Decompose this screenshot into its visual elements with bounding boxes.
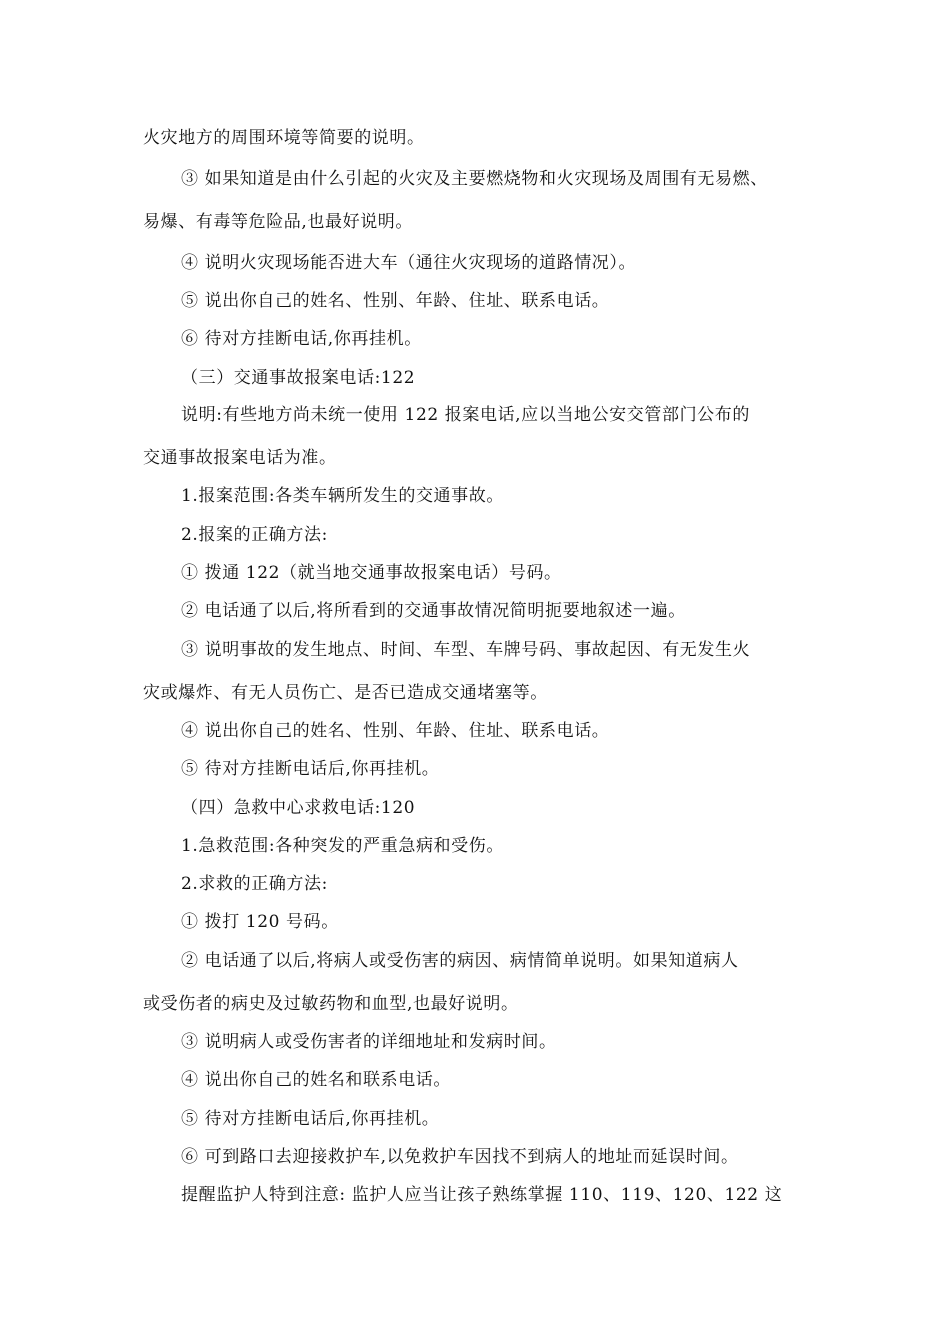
text-line: 交通事故报案电话为准。 bbox=[143, 448, 337, 468]
text-line: ② 电话通了以后,将所看到的交通事故情况简明扼要地叙述一遍。 bbox=[181, 601, 686, 621]
text-line: 提醒监护人特到注意: 监护人应当让孩子熟练掌握 110、119、120、122 这 bbox=[181, 1185, 783, 1205]
text-line: ④ 说出你自己的姓名和联系电话。 bbox=[181, 1070, 452, 1090]
text-line: 火灾地方的周围环境等简要的说明。 bbox=[143, 128, 425, 148]
text-line: ③ 说明病人或受伤害者的详细地址和发病时间。 bbox=[181, 1032, 557, 1052]
text-line: 1.报案范围:各类车辆所发生的交通事故。 bbox=[181, 486, 504, 506]
section-heading: （三）交通事故报案电话:122 bbox=[181, 368, 416, 388]
text-line: ② 电话通了以后,将病人或受伤害的病因、病情简单说明。如果知道病人 bbox=[181, 951, 739, 971]
text-line: ⑤ 待对方挂断电话后,你再挂机。 bbox=[181, 1109, 440, 1129]
text-line: 说明:有些地方尚未统一使用 122 报案电话,应以当地公安交管部门公布的 bbox=[181, 405, 750, 425]
text-line: ④ 说明火灾现场能否进大车（通往火灾现场的道路情况）。 bbox=[181, 253, 637, 273]
text-line: 易爆、有毒等危险品,也最好说明。 bbox=[143, 212, 414, 232]
text-line: 2.求救的正确方法: bbox=[181, 874, 328, 894]
text-line: ⑤ 待对方挂断电话后,你再挂机。 bbox=[181, 759, 440, 779]
text-line: ① 拨通 122（就当地交通事故报案电话）号码。 bbox=[181, 563, 562, 583]
text-line: 1.急救范围:各种突发的严重急病和受伤。 bbox=[181, 836, 504, 856]
text-line: ⑥ 可到路口去迎接救护车,以免救护车因找不到病人的地址而延误时间。 bbox=[181, 1147, 739, 1167]
text-line: ⑤ 说出你自己的姓名、性别、年龄、住址、联系电话。 bbox=[181, 291, 610, 311]
text-line: 2.报案的正确方法: bbox=[181, 525, 328, 545]
text-line: ④ 说出你自己的姓名、性别、年龄、住址、联系电话。 bbox=[181, 721, 610, 741]
text-line: 或受伤者的病史及过敏药物和血型,也最好说明。 bbox=[143, 994, 519, 1014]
text-line: ⑥ 待对方挂断电话,你再挂机。 bbox=[181, 329, 422, 349]
section-heading: （四）急救中心求救电话:120 bbox=[181, 798, 416, 818]
text-line: 灾或爆炸、有无人员伤亡、是否已造成交通堵塞等。 bbox=[143, 683, 548, 703]
text-line: ③ 如果知道是由什么引起的火灾及主要燃烧物和火灾现场及周围有无易燃、 bbox=[181, 169, 768, 189]
text-line: ① 拨打 120 号码。 bbox=[181, 912, 339, 932]
text-line: ③ 说明事故的发生地点、时间、车型、车牌号码、事故起因、有无发生火 bbox=[181, 640, 751, 660]
